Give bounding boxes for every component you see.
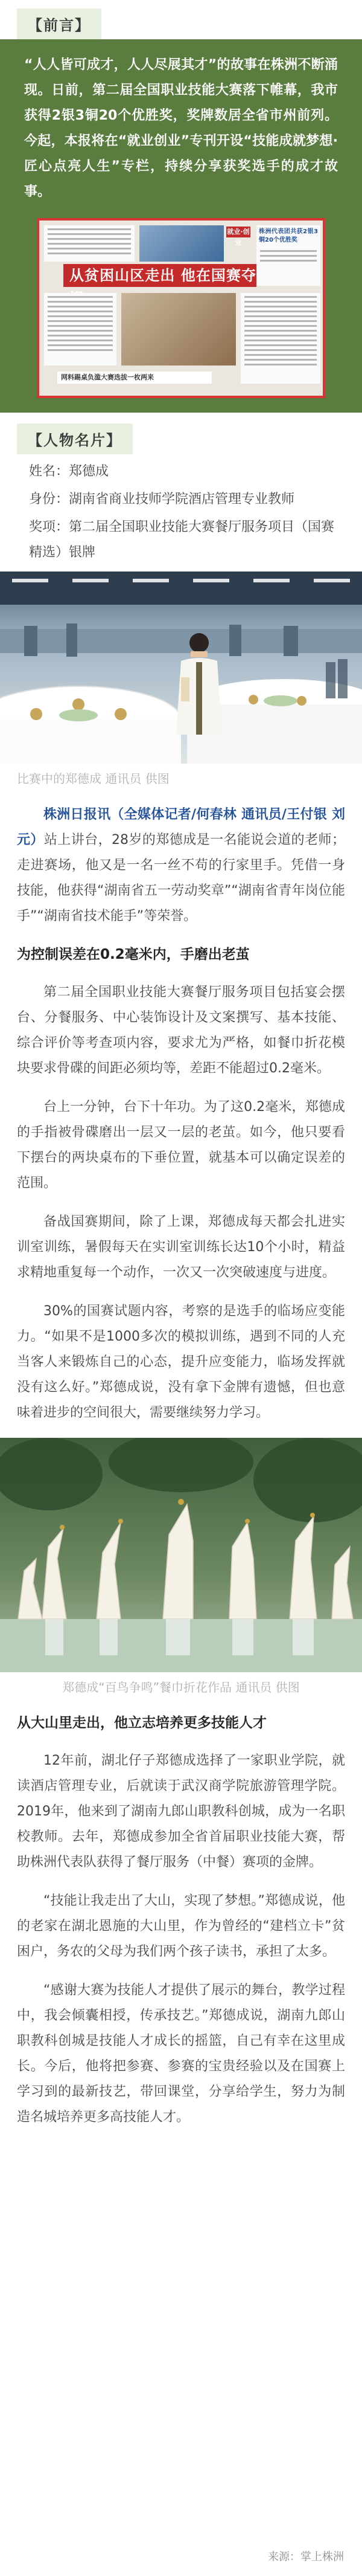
person-name: 郑德成	[69, 464, 109, 479]
section2-paragraph-1: 12年前，湖北仔子郑德成选择了一家职业学院，就读酒店管理专业，后就读于武汉商学院旅游管理学院。2019年，他来到了湖南九郎山职教科创城，成为一名职校教师。去年，郑德成参加全省首届职业技能大赛，帮助株洲代表队获得了餐厅服务（中餐）赛项的金牌。	[17, 1753, 345, 1870]
newspaper-tag: 就业·创业	[227, 228, 250, 246]
section2-paragraph-2: “技能让我走出了大山，实现了梦想。”郑德成说，他的老家在湖北恩施的大山里，作为曾经的“建档立卡”贫困户，务农的父母为我们两个孩子读书，承担了太多。	[17, 1893, 345, 1959]
section2-paragraph-3: “感谢大赛为技能人才提供了展示的舞台，教学过程中，我会倾囊相授，传承技艺。”郑德成说，湖南九郎山职教科创城是技能人才成长的摇篮，自己有幸在这里成长。今后，他将把参赛、参赛的宝贵经验以及在国赛上学习到的最新技艺，带回课堂，分享给学生，努力为制造名城培养更多高技能人才。	[17, 1983, 345, 2125]
reporter-credit: 株洲日报讯（全媒体记者/何春林 通讯员/王付银 刘元）	[17, 807, 345, 848]
newspaper-headline: 从贫困山区走出 他在国赛夺	[63, 264, 256, 287]
napkin-folding-photo	[0, 1438, 362, 1672]
newspaper-column-2	[241, 293, 320, 384]
newspaper-caption: 网料踢桌负滥大赛选拔一枚两来	[57, 372, 212, 384]
napkin-folding-scene	[0, 1438, 362, 1672]
newspaper-photo-2	[121, 293, 236, 365]
newspaper-right-text: 株洲代表团共获2银3铜20个优胜奖	[256, 225, 320, 286]
intro-text: 站上讲台，28岁的郑德成是一名能说会道的老师；走进赛场，他又是一名一丝不苟的行家里手。凭借一身技能，他获得“湖南省五一劳动奖章”“湖南省青年岗位能手”“湖南省技术能手”等荣誉。	[17, 832, 345, 924]
section1-heading: 为控制误差在0.2毫米内，手磨出老茧	[17, 947, 250, 962]
preface-text: “人人皆可成才，人人尽展其才”的故事在株洲不断涌现。日前，第二届全国职业技能大赛落下帷幕，我市获得2银3铜20个优胜奖，奖牌数居全省市州前列。今起，本报将在“就业创业”专刊开设“技能成就梦想·匠心点亮人生”专栏，持续分享获奖选手的成才故事。	[24, 57, 338, 199]
newspaper-clipping-image	[37, 218, 325, 398]
photo-caption-2: 郑德成“百鸟争鸣”餐巾折花作品 通讯员 供图	[62, 1680, 300, 1695]
section1-paragraph-4: 30%的国赛试题内容，考察的是选手的临场应变能力。“如果不是1000多次的模拟训练，遇到不同的人充当客人来锻炼自己的心态，提升应变能力，临场发挥就没有这么好。”郑德成说，没有拿下金牌有遗憾，但也意味着进步的空间很大，需要继续努力学习。	[17, 1304, 345, 1420]
preface-heading: 【前言】	[17, 8, 101, 39]
article	[0, 0, 362, 565]
preface-box	[0, 39, 362, 413]
section1-paragraph-1: 第二届全国职业技能大赛餐厅服务项目包括宴会摆台、分餐服务、中心装饰设计及文案撰写、基本技能、综合评价等考查项内容，要求尤为严格，如餐巾折花模块要求骨碟的间距必须均等，差距不能超过0.2毫米。	[17, 985, 345, 1076]
newspaper-photo	[139, 225, 224, 262]
person-award-row	[17, 515, 345, 565]
source-credit: 来源：掌上株洲	[268, 2551, 344, 2563]
section1-paragraph-3: 备战国赛期间，除了上课，郑德成每天都会扎进实训室训练，暑假每天在实训室训练长达10个小时，精益求精地重复每一个动作，一次又一次突破速度与进度。	[17, 1214, 345, 1280]
newspaper-column-1	[44, 293, 116, 365]
section1-paragraph-2: 台上一分钟，台下十年功。为了这0.2毫米，郑德成的手指被骨碟磨出一层又一层的老茧。如今，他只要看下摆台的两块桌布的下垂位置，就基本可以确定误差的范围。	[17, 1100, 345, 1191]
identity-label: 身份：	[29, 492, 69, 507]
name-label: 姓名：	[29, 464, 69, 479]
person-name-row	[17, 459, 345, 485]
competition-scene	[0, 572, 362, 764]
competition-photo	[0, 572, 362, 764]
newspaper-text-block	[44, 225, 135, 262]
award-label: 奖项：	[29, 520, 69, 535]
person-identity: 湖南省商业技师学院酒店管理专业教师	[69, 492, 295, 507]
person-card-heading: 【人物名片】	[17, 423, 133, 454]
intro-paragraph	[17, 802, 345, 929]
photo-caption-1: 比赛中的郑德成 通讯员 供图	[17, 771, 170, 786]
person-identity-row	[17, 487, 345, 512]
section2-heading: 从大山里走出，他立志培养更多技能人才	[17, 1715, 267, 1731]
person-award: 第二届全国职业技能大赛餐厅服务项目（国赛精选）银牌	[29, 520, 335, 560]
